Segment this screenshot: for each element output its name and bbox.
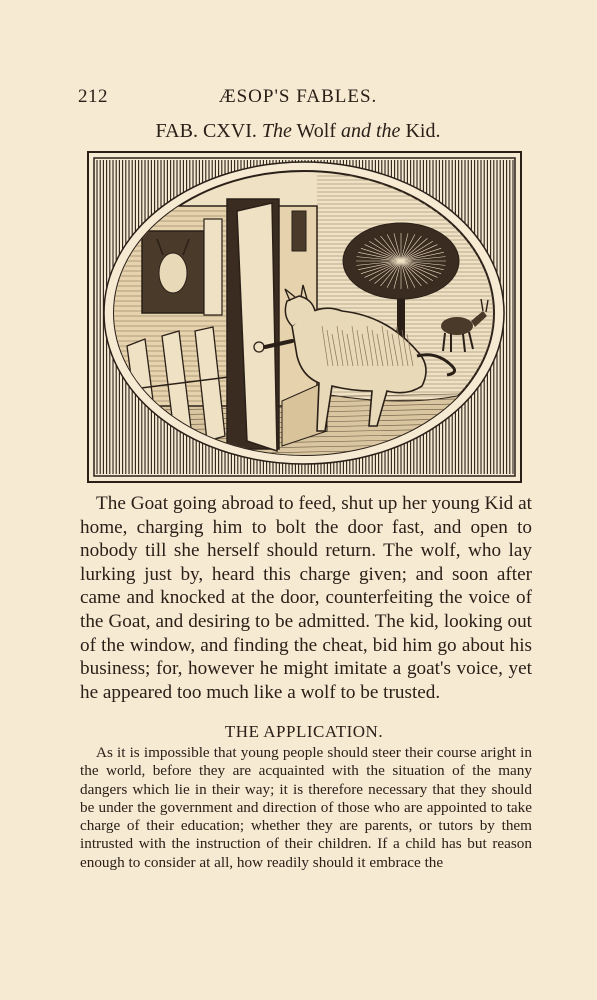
door-knocker <box>254 342 264 352</box>
upper-window <box>292 211 306 251</box>
fable-title-and: and <box>341 120 371 142</box>
woodcut-illustration <box>87 151 522 483</box>
fable-title-the-2: the <box>376 120 401 142</box>
fable-title-kid: Kid. <box>405 120 441 142</box>
fable-paragraph: The Goat going abroad to feed, shut up her young Kid at home, charging him to bolt the door fast, and open to nobody till she herself should return. The wolf, who lay lurking just by, heard this charge given; and soon after came and knocked at the door, counterfeiting the voice of the Goat, and desiring to be admitted. The kid, looking out of the window, and finding the cheat, bid him go about his business; for, however he might imitate a goat's voice, yet he appeared too much like a wolf to be trusted. <box>80 493 532 703</box>
kid-head <box>159 253 187 293</box>
fable-text <box>80 492 532 704</box>
book-title: ÆSOP'S FABLES. <box>218 86 378 107</box>
woodcut-svg <box>87 151 522 483</box>
fable-title-the: The <box>261 120 292 142</box>
fable-title <box>78 120 518 143</box>
fable-title-wolf: Wolf <box>296 120 336 142</box>
running-head <box>78 86 518 110</box>
application-paragraph: As it is impossible that young people should steer their course aright in the world, before they are acquainted with the situation of the many dangers which lie in their way; it is therefore necessary that they should be under the government and direction of those who are appointed to take charge of their education; whether they are parents, or tutors by them intrusted with the instruction of their children. If a child has but reason enough to consider at all, how readily should it embrace the <box>80 744 532 871</box>
page-number: 212 <box>78 86 108 107</box>
fable-number: FAB. CXVI. <box>155 120 257 142</box>
tree-foliage <box>356 233 446 289</box>
application-heading: THE APPLICATION. <box>224 722 384 741</box>
application-text <box>80 744 532 872</box>
window-shutter <box>204 219 222 315</box>
